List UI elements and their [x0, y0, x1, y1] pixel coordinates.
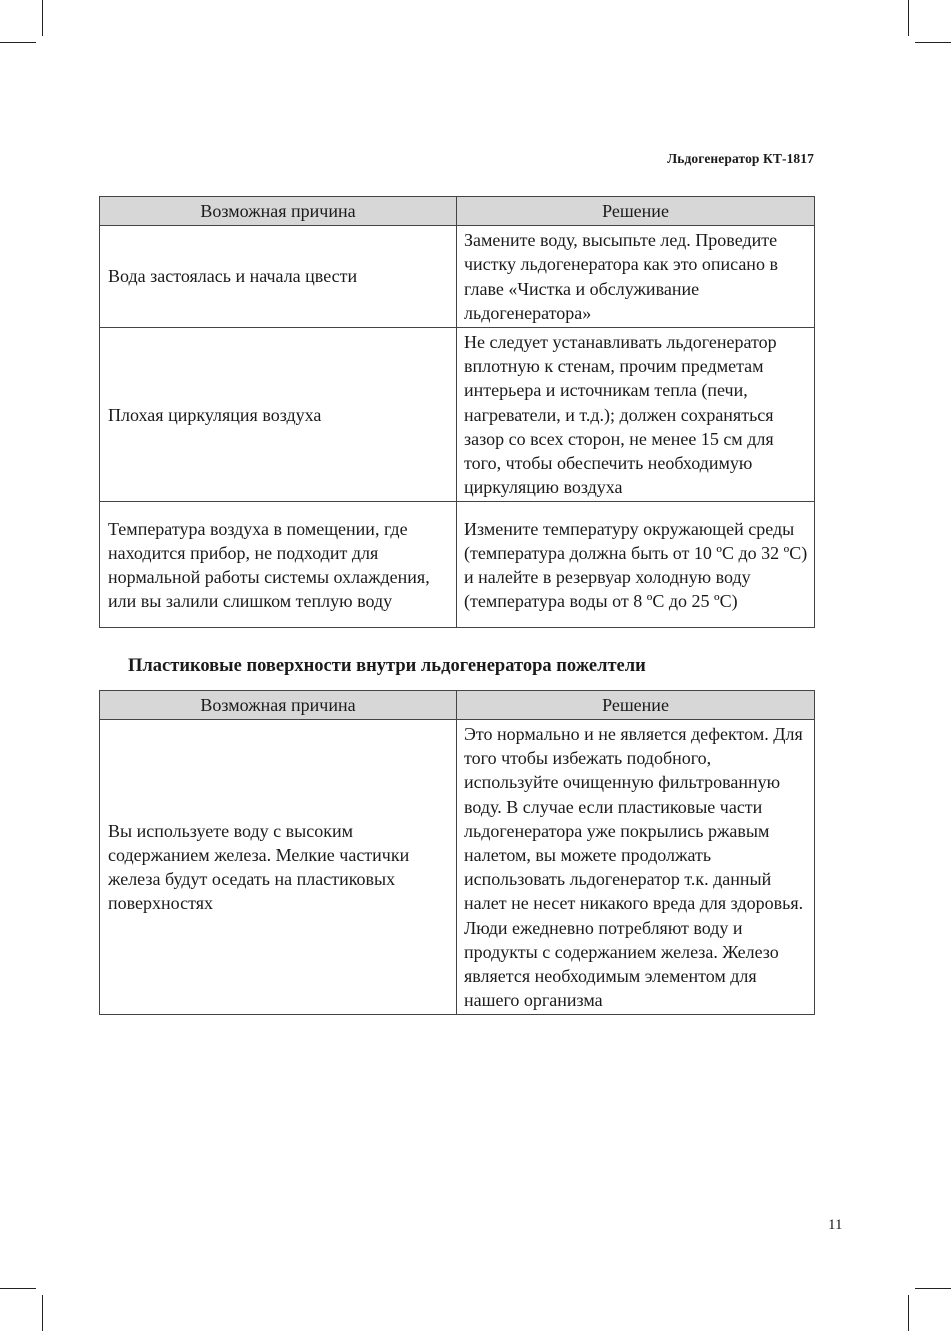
troubleshooting-table-2 — [99, 690, 815, 1015]
column-header-solution: Решение — [457, 691, 815, 720]
cause-cell: Вода застоялась и начала цвести — [100, 226, 457, 328]
crop-mark — [0, 42, 36, 43]
column-header-cause: Возможная причина — [100, 197, 457, 226]
crop-mark — [908, 0, 909, 36]
column-header-cause: Возможная причина — [100, 691, 457, 720]
running-header: Льдогенератор КТ-1817 — [667, 151, 814, 166]
table-row — [100, 328, 815, 502]
solution-cell: Замените воду, высыпьте лед. Проведите чистку льдогенератора как это описано в главе «Чистка и обслуживание льдогенератора» — [457, 226, 815, 328]
cause-cell: Плохая циркуляция воздуха — [100, 328, 457, 502]
table-header-row — [100, 691, 815, 720]
cause-cell: Вы используете воду с высоким содержанием железа. Мелкие частички железа будут оседать на пластиковых поверхностях — [100, 720, 457, 1015]
crop-mark — [915, 42, 951, 43]
crop-mark — [42, 0, 43, 36]
troubleshooting-table-1 — [99, 196, 815, 628]
solution-cell: Измените температуру окружающей среды (температура должна быть от 10 ºС до 32 ºС) и налейте в резервуар холодную воду (температура воды от 8 ºС до 25 ºС) — [457, 502, 815, 628]
crop-mark — [0, 1288, 36, 1289]
cause-cell: Температура воздуха в помещении, где находится прибор, не подходит для нормальной работы системы охлаждения, или вы залили слишком теплую воду — [100, 502, 457, 628]
table-header-row — [100, 197, 815, 226]
crop-mark — [908, 1295, 909, 1331]
page-number: 11 — [828, 1217, 843, 1233]
table-row — [100, 502, 815, 628]
table-row — [100, 720, 815, 1015]
crop-mark — [42, 1295, 43, 1331]
column-header-solution: Решение — [457, 197, 815, 226]
section-heading: Пластиковые поверхности внутри льдогенератора пожелтели — [128, 656, 646, 676]
table-row — [100, 226, 815, 328]
solution-cell: Это нормально и не является дефектом. Для того чтобы избежать подобного, используйте очищенную фильтрованную воду. В случае если пластиковые части льдогенератора уже покрылись ржавым налетом, вы можете продолжать использовать льдогенератор т.к. данный налет не несет никакого вреда для здоровья. Люди ежедневно потребляют воду и продукты с содержанием железа. Железо является необходимым элементом для нашего организма — [457, 720, 815, 1015]
solution-cell: Не следует устанавливать льдогенератор вплотную к стенам, прочим предметам интерьера и источникам тепла (печи, нагреватели, и т.д.); должен сохраняться зазор со всех сторон, не менее 15 см для того, чтобы обеспечить необходимую циркуляцию воздуха — [457, 328, 815, 502]
crop-mark — [915, 1288, 951, 1289]
